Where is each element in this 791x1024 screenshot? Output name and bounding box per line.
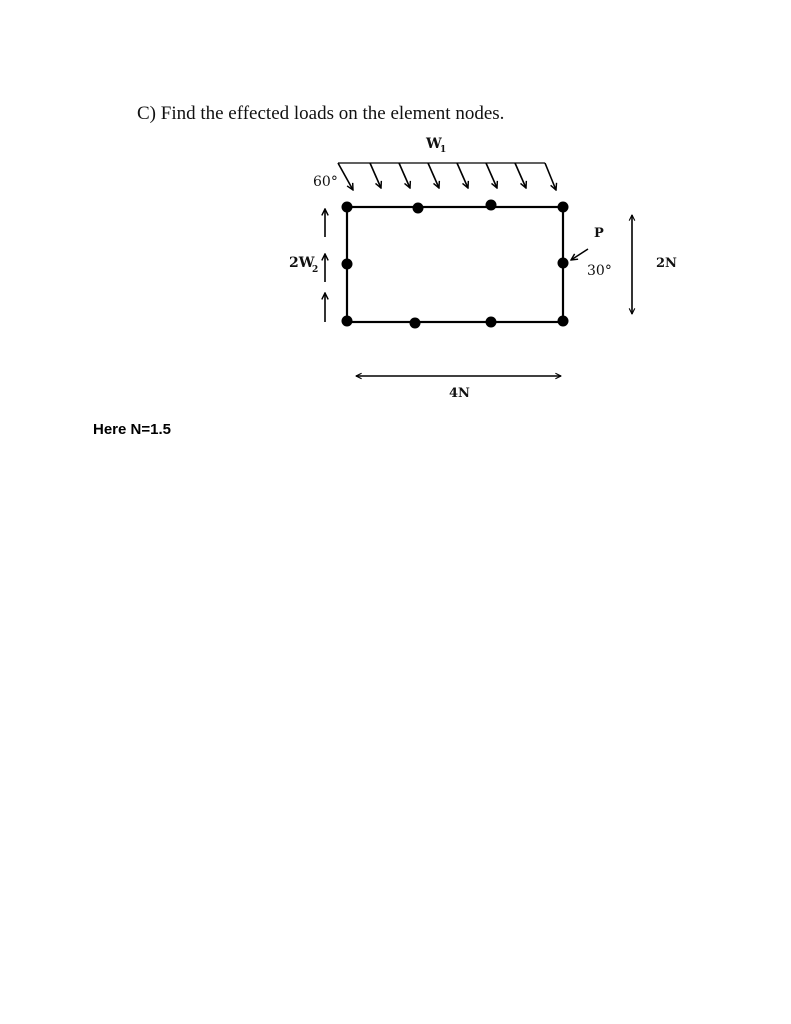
node-bottom-2 [486,317,497,328]
node-mid-right [558,258,569,269]
top-distributed-load [338,163,556,190]
node-bottom-left [342,316,353,327]
element-boundary [347,207,563,322]
load-top-angle: 60° [313,174,338,190]
point-load-label: P [594,226,604,241]
node-top-right [558,202,569,213]
load-left-label: 2W [289,255,315,271]
node-bottom-1 [410,318,421,329]
given-value-text: Here N=1.5 [93,421,171,438]
element-nodes [342,200,569,329]
node-top-left [342,202,353,213]
node-bottom-right [558,316,569,327]
node-top-1 [413,203,424,214]
point-load-angle: 30° [587,263,612,279]
load-left-subscript: 2 [312,265,319,275]
node-mid-left [342,259,353,270]
load-top-label: W [426,136,442,152]
node-top-2 [486,200,497,211]
width-dimension-label: 4N [449,386,470,401]
height-dimension-label: 2N [656,256,677,271]
point-load-arrow [571,249,588,260]
question-text: C) Find the effected loads on the element nodes. [137,103,505,124]
load-top-subscript: 1 [440,145,447,155]
